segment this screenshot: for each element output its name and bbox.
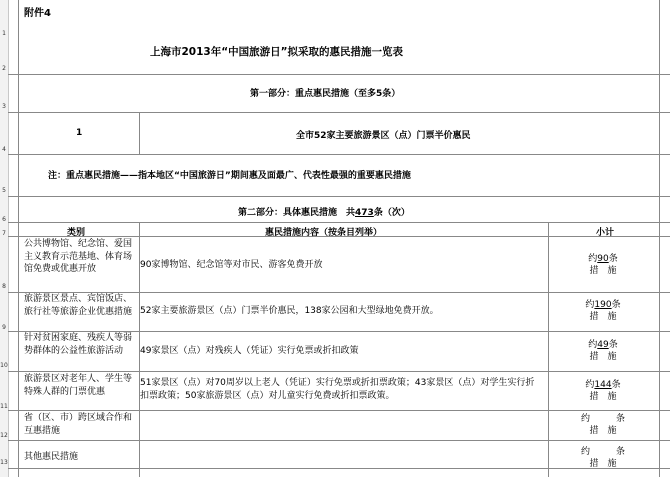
content-cell: 52家主要旅游景区（点）门票半价惠民，138家公园和大型绿地免费开放。 xyxy=(140,306,439,316)
subtotal-suffix: 条 xyxy=(611,380,621,390)
subtotal-suffix: 条 xyxy=(611,300,621,310)
row-number[interactable]: 6 xyxy=(2,216,6,223)
part1-title: 第一部分：重点惠民措施（至多5条） xyxy=(250,89,401,99)
subtotal-count: 90 xyxy=(597,254,609,264)
category-cell: 省（区、市）跨区域合作和互惠措施 xyxy=(24,413,133,436)
subtotal-unit: 措 施 xyxy=(589,352,617,362)
subtotal-prefix: 约 xyxy=(585,380,595,390)
grid-line xyxy=(8,154,670,155)
part1-item: 全市52家主要旅游景区（点）门票半价惠民 xyxy=(296,131,471,141)
row-number[interactable]: 10 xyxy=(0,362,8,369)
row-number[interactable]: 7 xyxy=(2,230,6,237)
row-number[interactable]: 9 xyxy=(2,324,6,331)
category-cell: 旅游景区景点、宾馆饭店、旅行社等旅游企业优惠措施 xyxy=(24,294,133,317)
category-cell: 旅游景区对老年人、学生等特殊人群的门票优惠 xyxy=(24,374,133,397)
subtotal-prefix: 约 xyxy=(585,300,595,310)
note: 注：重点惠民措施——指本地区“中国旅游日”期间惠及面最广、代表性最强的重要惠民措施 xyxy=(48,171,411,181)
category-cell: 针对贫困家庭、残疾人等弱势群体的公益性旅游活动 xyxy=(24,333,133,356)
header-category: 类别 xyxy=(67,228,86,238)
subtotal-prefix: 约 xyxy=(580,414,590,424)
row-number[interactable]: 2 xyxy=(2,65,6,72)
grid-line xyxy=(18,0,19,477)
subtotal-unit: 措 施 xyxy=(589,266,617,276)
subtotal-cell xyxy=(548,379,658,403)
grid-line xyxy=(8,74,670,75)
row-number[interactable]: 4 xyxy=(2,146,6,153)
subtotal-prefix: 约 xyxy=(588,340,598,350)
subtotal-suffix: 条 xyxy=(616,414,626,424)
header-content: 惠民措施内容（按条目列举） xyxy=(265,228,383,238)
row-number[interactable]: 5 xyxy=(2,187,6,194)
subtotal-prefix: 约 xyxy=(588,254,598,264)
part2-title-suffix: 条（次） xyxy=(373,208,410,218)
grid-line xyxy=(8,410,670,411)
grid-line xyxy=(8,222,670,223)
grid-line xyxy=(8,440,670,441)
subtotal-cell xyxy=(548,339,658,363)
subtotal-cell xyxy=(548,446,658,470)
subtotal-cell xyxy=(548,253,658,277)
part2-count: 473 xyxy=(355,208,374,218)
subtotal-unit: 措 施 xyxy=(589,392,617,402)
subtotal-count: 49 xyxy=(597,340,609,350)
content-cell: 90家博物馆、纪念馆等对市民、游客免费开放 xyxy=(140,260,323,270)
subtotal-suffix: 条 xyxy=(608,254,618,264)
content-cell: 49家景区（点）对残疾人（凭证）实行免票或折扣政策 xyxy=(140,346,359,356)
subtotal-suffix: 条 xyxy=(608,340,618,350)
subtotal-cell xyxy=(548,299,658,323)
row-number[interactable]: 11 xyxy=(0,403,8,410)
row-number[interactable]: 1 xyxy=(2,30,6,37)
row-number[interactable]: 3 xyxy=(2,103,6,110)
content-cell: 51家景区（点）对70周岁以上老人（凭证）实行免票或折扣票政策；43家景区（点）对学生实行折扣票政策；50家旅游景区（点）对儿童实行免费或折扣票政策。 xyxy=(140,378,535,401)
grid-line xyxy=(8,371,670,372)
grid-line xyxy=(139,112,140,154)
row-number[interactable]: 13 xyxy=(0,459,8,466)
subtotal-unit: 措 施 xyxy=(589,426,617,436)
row-number[interactable]: 8 xyxy=(2,283,6,290)
subtotal-unit: 措 施 xyxy=(589,312,617,322)
part2-title-prefix: 第二部分：具体惠民措施 共 xyxy=(238,208,356,218)
part1-item-number: 1 xyxy=(76,128,83,138)
row-number[interactable]: 12 xyxy=(0,432,8,439)
category-cell: 公共博物馆、纪念馆、爱国主义教育示范基地、体育场馆免费或优惠开放 xyxy=(24,239,133,274)
subtotal-count: 190 xyxy=(594,300,612,310)
grid-line xyxy=(659,0,660,477)
part2-title xyxy=(238,205,410,218)
header-subtotal: 小计 xyxy=(596,228,615,238)
subtotal-suffix: 条 xyxy=(616,447,626,457)
category-cell: 其他惠民措施 xyxy=(24,452,79,462)
attachment-label: 附件4 xyxy=(24,8,51,19)
subtotal-prefix: 约 xyxy=(580,447,590,457)
page-title: 上海市2013年“中国旅游日”拟采取的惠民措施一览表 xyxy=(150,46,404,58)
grid-line xyxy=(8,112,670,113)
subtotal-unit: 措 施 xyxy=(589,459,617,469)
grid-line xyxy=(8,196,670,197)
subtotal-cell xyxy=(548,413,658,437)
subtotal-count: 144 xyxy=(594,380,612,390)
